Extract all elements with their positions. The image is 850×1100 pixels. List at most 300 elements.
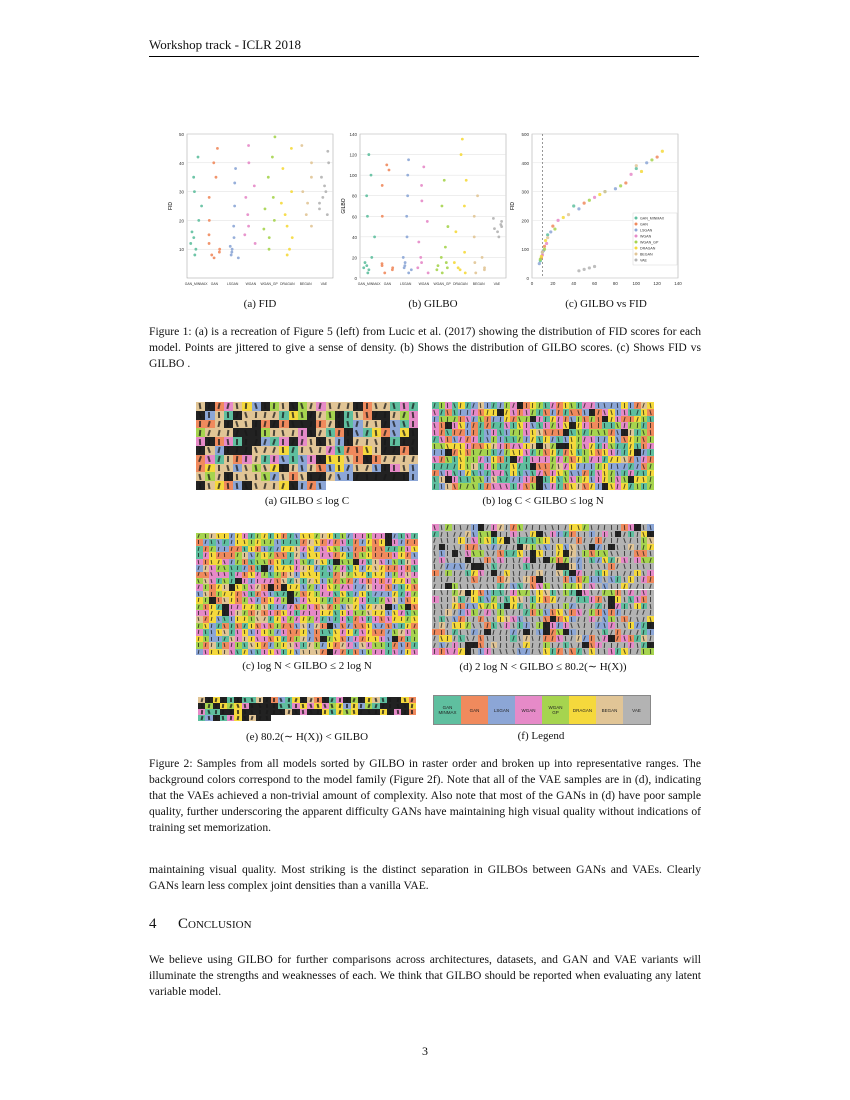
sample-glyph bbox=[565, 538, 567, 543]
sample-cell bbox=[602, 483, 609, 490]
sample-cell bbox=[582, 449, 589, 456]
sample-cell bbox=[233, 402, 242, 411]
sample-glyph bbox=[375, 430, 378, 436]
sample-cell bbox=[335, 420, 344, 429]
sample-glyph bbox=[460, 597, 462, 602]
sample-glyph bbox=[480, 525, 482, 530]
sample-glyph bbox=[649, 636, 651, 641]
sample-glyph bbox=[413, 553, 415, 558]
sample-glyph bbox=[480, 403, 482, 408]
sample-glyph bbox=[263, 579, 265, 584]
fid-point bbox=[192, 236, 195, 239]
sample-cell bbox=[589, 443, 596, 450]
sample-glyph bbox=[577, 649, 580, 654]
sample-glyph bbox=[224, 585, 226, 590]
sample-glyph bbox=[624, 604, 626, 609]
sample-glyph bbox=[296, 547, 298, 552]
sample-cell bbox=[215, 446, 224, 455]
sample-glyph bbox=[623, 484, 626, 489]
sample-glyph bbox=[250, 534, 252, 539]
sample-cell bbox=[340, 649, 347, 655]
sample-glyph bbox=[551, 444, 554, 449]
sample-glyph bbox=[237, 630, 239, 635]
fid-point bbox=[234, 167, 237, 170]
sample-glyph bbox=[283, 534, 285, 539]
sample-glyph bbox=[512, 410, 514, 415]
sample-glyph bbox=[400, 649, 402, 654]
sample-glyph bbox=[649, 484, 652, 489]
sample-glyph bbox=[355, 585, 357, 590]
sample-cell bbox=[602, 616, 609, 623]
sample-cell bbox=[608, 456, 615, 463]
sample-glyph bbox=[505, 571, 508, 576]
sample-cell bbox=[445, 648, 452, 655]
sample-glyph bbox=[532, 571, 534, 576]
sample-glyph bbox=[506, 558, 507, 563]
sample-glyph bbox=[466, 525, 468, 530]
sample-glyph bbox=[309, 643, 311, 648]
sample-glyph bbox=[552, 471, 554, 476]
sample-glyph bbox=[649, 531, 652, 536]
sample-glyph bbox=[519, 558, 521, 563]
gvf-point bbox=[619, 184, 622, 187]
sample-glyph bbox=[565, 457, 567, 462]
sample-cell bbox=[510, 416, 517, 423]
sample-glyph bbox=[500, 636, 502, 641]
sample-glyph bbox=[270, 534, 272, 539]
sample-glyph bbox=[584, 649, 587, 654]
sample-cell bbox=[465, 456, 472, 463]
sample-glyph bbox=[577, 410, 580, 415]
sample-glyph bbox=[473, 423, 476, 428]
sample-cell bbox=[465, 402, 472, 409]
sample-glyph bbox=[532, 538, 534, 543]
sample-glyph bbox=[394, 592, 397, 597]
sample-glyph bbox=[341, 560, 343, 565]
sample-glyph bbox=[328, 447, 332, 453]
sample-glyph bbox=[382, 710, 384, 714]
sample-glyph bbox=[454, 444, 456, 449]
sample-glyph bbox=[604, 430, 606, 435]
sample-glyph bbox=[258, 716, 261, 720]
legend-swatch: GAN bbox=[461, 696, 488, 724]
sample-glyph bbox=[473, 464, 475, 469]
sample-cell bbox=[439, 456, 446, 463]
sample-glyph bbox=[204, 579, 207, 584]
sample-glyph bbox=[315, 617, 317, 622]
sample-glyph bbox=[316, 598, 317, 603]
gilbo-point bbox=[460, 153, 463, 156]
sample-glyph bbox=[486, 545, 489, 550]
fid-point bbox=[326, 213, 329, 216]
sample-cell bbox=[400, 411, 409, 420]
sample-glyph bbox=[245, 403, 247, 409]
sample-glyph bbox=[218, 649, 220, 654]
sample-glyph bbox=[402, 456, 405, 462]
sample-glyph bbox=[328, 421, 332, 427]
sample-cell bbox=[465, 616, 472, 623]
sample-glyph bbox=[604, 649, 606, 654]
sample-cell bbox=[582, 436, 589, 443]
sample-cell bbox=[523, 476, 530, 483]
sample-cell bbox=[205, 402, 214, 411]
sample-glyph bbox=[319, 447, 322, 453]
sample-glyph bbox=[394, 630, 396, 635]
gilbo-xtick-label: BEGAN bbox=[472, 282, 485, 286]
sample-glyph bbox=[467, 558, 469, 563]
sample-cell bbox=[504, 648, 511, 655]
sample-cell bbox=[363, 428, 372, 437]
sample-cell bbox=[615, 616, 622, 623]
sample-cell bbox=[300, 709, 307, 715]
sample-cell bbox=[491, 422, 498, 429]
sample-glyph bbox=[552, 623, 554, 628]
gilbo-point bbox=[366, 215, 369, 218]
sample-cell bbox=[452, 583, 459, 590]
sample-cell bbox=[628, 449, 635, 456]
sample-glyph bbox=[227, 430, 230, 436]
sample-cell bbox=[307, 428, 316, 437]
sample-glyph bbox=[231, 643, 233, 648]
sample-glyph bbox=[630, 525, 632, 530]
sample-glyph bbox=[636, 617, 639, 622]
sample-glyph bbox=[447, 484, 449, 489]
sample-glyph bbox=[643, 430, 646, 435]
sample-glyph bbox=[316, 643, 318, 648]
sample-glyph bbox=[473, 571, 476, 576]
sample-glyph bbox=[499, 410, 501, 415]
sample-cell bbox=[517, 476, 524, 483]
sample-glyph bbox=[211, 598, 214, 603]
sample-glyph bbox=[335, 592, 338, 597]
sample-glyph bbox=[381, 579, 383, 584]
sample-cell bbox=[510, 616, 517, 623]
sample-cell bbox=[380, 709, 387, 715]
sample-cell bbox=[439, 429, 446, 436]
sample-glyph bbox=[360, 698, 362, 702]
sample-glyph bbox=[630, 410, 632, 415]
fig2d-caption: (d) 2 log N < GILBO ≤ 80.2(∼ H(X)) bbox=[459, 661, 627, 673]
sample-cell bbox=[608, 550, 615, 557]
sample-glyph bbox=[296, 617, 299, 622]
sample-glyph bbox=[366, 474, 368, 480]
sample-glyph bbox=[362, 598, 363, 602]
sample-glyph bbox=[413, 547, 415, 552]
sample-glyph bbox=[407, 560, 409, 565]
sample-glyph bbox=[604, 464, 606, 469]
sample-glyph bbox=[512, 430, 514, 435]
sample-glyph bbox=[505, 410, 508, 415]
gilbo-chart bbox=[338, 128, 510, 296]
sample-glyph bbox=[525, 617, 527, 622]
sample-glyph bbox=[401, 617, 403, 622]
sample-glyph bbox=[565, 416, 567, 421]
fid-ytick-label: 40 bbox=[178, 160, 184, 166]
sample-glyph bbox=[254, 438, 258, 444]
sample-glyph bbox=[381, 540, 383, 545]
sample-glyph bbox=[545, 471, 548, 476]
sample-glyph bbox=[413, 630, 415, 635]
sample-glyph bbox=[643, 564, 645, 569]
sample-glyph bbox=[571, 531, 573, 536]
sample-glyph bbox=[637, 423, 639, 428]
sample-glyph bbox=[322, 585, 323, 589]
fid-point bbox=[284, 213, 287, 216]
sample-cell bbox=[641, 550, 648, 557]
sample-glyph bbox=[368, 637, 370, 642]
figure1-caption-text: Figure 1: (a) is a recreation of Figure 5 (left) from Lucic et al. (2017) showing the distribution of FID scores for each model. Points are jittered to give a sense of density. (b) Shows the distribution of GILBO scores. (c) Shows FID vs GILBO . bbox=[149, 325, 701, 370]
sample-glyph bbox=[283, 566, 286, 571]
sample-cell bbox=[517, 436, 524, 443]
sample-cell bbox=[504, 443, 511, 450]
sample-glyph bbox=[316, 611, 317, 615]
sample-cell bbox=[452, 470, 459, 477]
sample-glyph bbox=[611, 643, 613, 648]
sample-glyph bbox=[235, 421, 239, 427]
sample-cell bbox=[335, 411, 344, 420]
sample-glyph bbox=[486, 525, 489, 530]
sample-glyph bbox=[400, 630, 403, 635]
sample-glyph bbox=[374, 412, 378, 418]
sample-cell bbox=[445, 402, 452, 409]
sample-cell bbox=[628, 416, 635, 423]
gvf-point bbox=[553, 227, 556, 230]
sample-glyph bbox=[591, 437, 593, 442]
sample-glyph bbox=[519, 649, 521, 654]
sample-glyph bbox=[525, 564, 527, 569]
sample-glyph bbox=[506, 623, 508, 628]
sample-cell bbox=[504, 422, 511, 429]
sample-cell bbox=[242, 411, 251, 420]
sample-glyph bbox=[584, 437, 587, 442]
sample-cell bbox=[628, 470, 635, 477]
sample-cell bbox=[576, 422, 583, 429]
sample-glyph bbox=[473, 416, 475, 421]
sample-glyph bbox=[440, 603, 442, 608]
sample-glyph bbox=[479, 450, 482, 455]
sample-glyph bbox=[551, 610, 553, 615]
sample-glyph bbox=[368, 534, 370, 539]
sample-glyph bbox=[610, 584, 612, 589]
sample-glyph bbox=[365, 430, 368, 436]
sample-cell bbox=[563, 416, 570, 423]
sample-glyph bbox=[328, 598, 330, 603]
sample-glyph bbox=[610, 617, 612, 622]
sample-cell bbox=[647, 616, 654, 623]
sample-cell bbox=[344, 455, 353, 464]
sample-cell bbox=[242, 428, 251, 437]
sample-cell bbox=[497, 550, 504, 557]
sample-glyph bbox=[217, 624, 219, 629]
sample-glyph bbox=[597, 551, 598, 556]
body-paragraph-1: maintaining visual quality. Most striking is the distinct separation in GILBOs between GANs and VAEs. Clearly GANs learn less complex joint densities than a vanilla VAE. bbox=[149, 863, 701, 892]
sample-glyph bbox=[400, 560, 402, 565]
sample-glyph bbox=[244, 637, 246, 642]
sample-cell bbox=[582, 416, 589, 423]
sample-cell bbox=[621, 436, 628, 443]
gilbo-point bbox=[385, 163, 388, 166]
sample-glyph bbox=[296, 534, 299, 539]
fid-xtick-label: WGAN bbox=[245, 282, 257, 286]
sample-glyph bbox=[335, 624, 337, 629]
sample-glyph bbox=[250, 611, 252, 616]
sample-glyph bbox=[302, 592, 305, 597]
sample-glyph bbox=[466, 636, 469, 641]
model-family-legend bbox=[433, 695, 651, 725]
sample-glyph bbox=[199, 421, 201, 427]
sample-glyph bbox=[256, 624, 259, 629]
sample-cell bbox=[517, 409, 524, 416]
sample-glyph bbox=[309, 617, 312, 622]
sample-glyph bbox=[264, 456, 267, 462]
sample-glyph bbox=[434, 584, 437, 589]
sample-glyph bbox=[309, 534, 311, 539]
sample-cell bbox=[220, 715, 227, 721]
sample-cell bbox=[478, 648, 485, 655]
sample-glyph bbox=[244, 716, 247, 720]
sample-glyph bbox=[394, 637, 396, 642]
legend-swatch: WGAN bbox=[515, 696, 542, 724]
sample-glyph bbox=[526, 444, 528, 449]
sample-glyph bbox=[396, 698, 399, 702]
sample-glyph bbox=[473, 558, 475, 563]
sample-cell bbox=[608, 449, 615, 456]
fig2c-caption: (c) log N < GILBO ≤ 2 log N bbox=[242, 660, 372, 672]
sample-cell bbox=[298, 437, 307, 446]
sample-glyph bbox=[319, 482, 322, 488]
sample-glyph bbox=[617, 531, 619, 536]
sample-glyph bbox=[396, 704, 399, 708]
sample-glyph bbox=[367, 566, 370, 571]
sample-cell bbox=[647, 436, 654, 443]
sample-cell bbox=[196, 455, 205, 464]
sample-glyph bbox=[237, 624, 239, 629]
sample-glyph bbox=[577, 610, 580, 615]
sample-glyph bbox=[564, 545, 567, 550]
gilbo-point bbox=[422, 166, 425, 169]
sample-cell bbox=[405, 649, 412, 655]
sample-glyph bbox=[623, 571, 626, 576]
sample-glyph bbox=[289, 572, 291, 577]
sample-glyph bbox=[610, 444, 613, 449]
sample-cell bbox=[471, 616, 478, 623]
sample-glyph bbox=[272, 438, 276, 444]
sample-glyph bbox=[558, 484, 560, 489]
sample-glyph bbox=[519, 423, 522, 428]
sample-glyph bbox=[597, 571, 599, 576]
sample-glyph bbox=[217, 430, 220, 436]
sample-glyph bbox=[604, 416, 606, 421]
sample-glyph bbox=[590, 457, 593, 462]
sample-glyph bbox=[365, 447, 369, 453]
sample-glyph bbox=[434, 403, 437, 408]
sample-glyph bbox=[525, 623, 527, 628]
sample-glyph bbox=[348, 553, 350, 558]
sample-glyph bbox=[328, 438, 331, 444]
sample-cell bbox=[517, 402, 524, 409]
sample-glyph bbox=[499, 464, 501, 469]
sample-glyph bbox=[217, 553, 219, 558]
sample-glyph bbox=[276, 617, 278, 622]
sample-glyph bbox=[255, 430, 257, 436]
sample-cell bbox=[615, 443, 622, 450]
sample-glyph bbox=[257, 605, 259, 610]
sample-glyph bbox=[551, 403, 554, 408]
sample-glyph bbox=[479, 603, 482, 608]
sample-glyph bbox=[539, 525, 541, 530]
sample-glyph bbox=[630, 590, 633, 595]
sample-glyph bbox=[623, 464, 626, 469]
fid-point bbox=[237, 256, 240, 259]
sample-glyph bbox=[272, 465, 276, 471]
gvf-point bbox=[543, 245, 546, 248]
sample-glyph bbox=[322, 617, 324, 622]
sample-cell bbox=[452, 402, 459, 409]
gilbo-point bbox=[497, 235, 500, 238]
sample-glyph bbox=[453, 649, 455, 654]
sample-glyph bbox=[532, 403, 534, 408]
sample-cell bbox=[621, 409, 628, 416]
sample-glyph bbox=[230, 534, 232, 539]
sample-glyph bbox=[571, 416, 573, 421]
sample-glyph bbox=[400, 579, 402, 584]
sample-glyph bbox=[198, 579, 201, 584]
sample-cell bbox=[471, 416, 478, 423]
sample-glyph bbox=[287, 710, 289, 714]
sample-glyph bbox=[650, 571, 651, 576]
sample-glyph bbox=[650, 630, 652, 635]
sample-glyph bbox=[532, 430, 534, 435]
sample-cell bbox=[576, 429, 583, 436]
sample-glyph bbox=[577, 471, 580, 476]
sample-cell bbox=[390, 428, 399, 437]
sample-glyph bbox=[338, 704, 340, 708]
fid-point bbox=[191, 231, 194, 234]
sample-glyph bbox=[565, 636, 567, 641]
sample-cell bbox=[439, 436, 446, 443]
sample-glyph bbox=[434, 590, 436, 595]
sample-cell bbox=[409, 472, 418, 481]
sample-glyph bbox=[591, 590, 593, 595]
sample-glyph bbox=[276, 540, 278, 545]
sample-glyph bbox=[266, 704, 268, 708]
sample-glyph bbox=[440, 551, 442, 556]
fid-point bbox=[192, 176, 195, 179]
sample-glyph bbox=[361, 553, 363, 558]
sample-glyph bbox=[407, 649, 409, 654]
gilbo-point bbox=[388, 169, 391, 172]
sample-glyph bbox=[374, 403, 377, 409]
sample-glyph bbox=[204, 643, 206, 648]
gilbo-point bbox=[427, 271, 430, 274]
sample-glyph bbox=[545, 603, 547, 608]
sample-glyph bbox=[473, 590, 475, 595]
sample-cell bbox=[576, 449, 583, 456]
sample-glyph bbox=[198, 637, 200, 642]
sample-cell bbox=[205, 446, 214, 455]
sample-glyph bbox=[244, 553, 245, 557]
sample-glyph bbox=[518, 416, 521, 421]
sample-glyph bbox=[224, 592, 227, 597]
fid-point bbox=[189, 242, 192, 245]
sample-glyph bbox=[276, 611, 278, 616]
sample-glyph bbox=[597, 437, 598, 442]
sample-cell bbox=[517, 648, 524, 655]
sample-glyph bbox=[434, 464, 436, 469]
sample-glyph bbox=[552, 617, 554, 622]
sample-cell bbox=[510, 583, 517, 590]
sample-glyph bbox=[532, 584, 535, 589]
